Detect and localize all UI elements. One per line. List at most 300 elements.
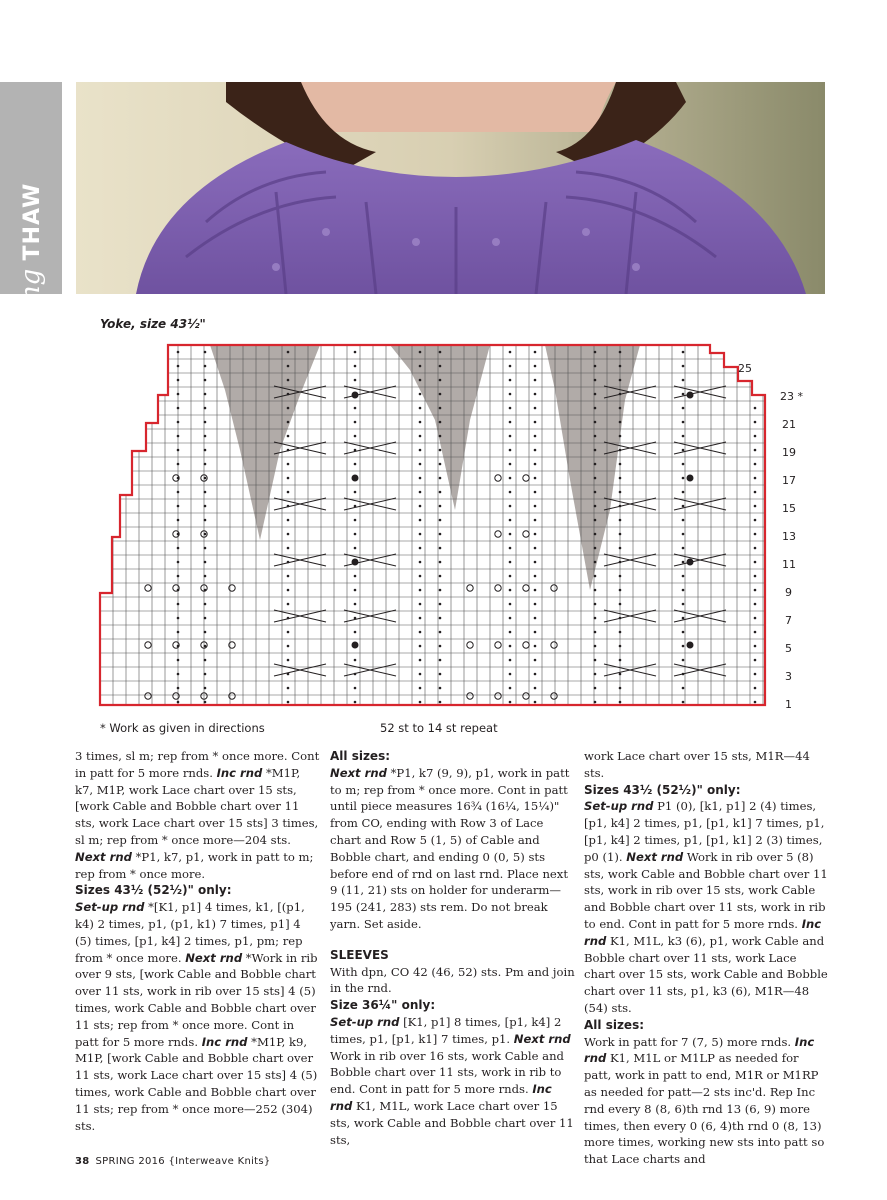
purl-symbol (754, 561, 757, 564)
cable-cross-symbol (674, 554, 726, 566)
purl-symbol (204, 701, 207, 704)
text-run: *[K1, p1] 4 times, k1, [(p1, k4) 2 times, p1, (p1, k1) 7 times, p1] 4 (5) times, [p1, k4] 2 times, p1, pm; rep from * once more. (75, 900, 305, 965)
purl-symbol (619, 603, 622, 606)
round-label: Next rnd (330, 765, 387, 780)
purl-symbol (439, 435, 442, 438)
chart-title: Yoke, size 43½" (100, 317, 206, 331)
purl-symbol (439, 631, 442, 634)
purl-symbol (439, 701, 442, 704)
purl-symbol (682, 491, 685, 494)
purl-symbol (534, 589, 537, 592)
purl-symbol (419, 575, 422, 578)
purl-symbol (354, 365, 357, 368)
purl-symbol (354, 575, 357, 578)
row-number: 21 (782, 418, 796, 431)
purl-symbol (682, 477, 685, 480)
yarn-over-symbol (523, 642, 529, 648)
purl-symbol (509, 617, 512, 620)
purl-symbol (534, 701, 537, 704)
purl-symbol (287, 701, 290, 704)
purl-symbol (204, 505, 207, 508)
purl-symbol (534, 365, 537, 368)
purl-symbol (287, 519, 290, 522)
purl-symbol (177, 351, 180, 354)
row-number: 25 (738, 362, 752, 375)
purl-symbol (204, 463, 207, 466)
page-number: 38 (75, 1156, 90, 1167)
text-column-1 (75, 748, 320, 1134)
subheading: All sizes: (330, 749, 391, 763)
purl-symbol (534, 463, 537, 466)
cable-cross-symbol (674, 610, 726, 622)
purl-symbol (177, 575, 180, 578)
purl-symbol (509, 407, 512, 410)
purl-symbol (509, 659, 512, 662)
purl-symbol (177, 547, 180, 550)
purl-symbol (287, 603, 290, 606)
purl-symbol (439, 505, 442, 508)
yarn-over-symbol (495, 531, 501, 537)
text-run: [K1, p1] 8 times, [p1, k4] 2 times, p1, [p1, k1] 7 times, p1. (330, 1014, 562, 1046)
purl-symbol (619, 407, 622, 410)
purl-symbol (754, 491, 757, 494)
purl-symbol (354, 407, 357, 410)
purl-symbol (594, 575, 597, 578)
purl-symbol (594, 477, 597, 480)
purl-symbol (594, 659, 597, 662)
row-number: 19 (782, 446, 796, 459)
purl-symbol (177, 673, 180, 676)
purl-symbol (177, 435, 180, 438)
purl-symbol (439, 365, 442, 368)
subheading: Sizes 43½ (52½)" only: (584, 782, 741, 797)
purl-symbol (534, 645, 537, 648)
purl-symbol (754, 449, 757, 452)
purl-symbol (619, 351, 622, 354)
purl-symbol (509, 393, 512, 396)
purl-symbol (754, 659, 757, 662)
purl-symbol (204, 673, 207, 676)
purl-symbol (177, 365, 180, 368)
purl-symbol (419, 491, 422, 494)
purl-symbol (419, 617, 422, 620)
purl-symbol (439, 477, 442, 480)
purl-symbol (419, 379, 422, 382)
paragraph (75, 899, 320, 1134)
purl-symbol (287, 687, 290, 690)
purl-symbol (204, 561, 207, 564)
purl-symbol (594, 365, 597, 368)
purl-symbol (534, 575, 537, 578)
purl-symbol (619, 365, 622, 368)
row-number: 9 (785, 586, 792, 599)
bobble-symbol (352, 475, 359, 482)
purl-symbol (177, 603, 180, 606)
purl-symbol (354, 351, 357, 354)
yarn-over-symbol (523, 531, 529, 537)
purl-symbol (754, 701, 757, 704)
purl-symbol (419, 533, 422, 536)
purl-symbol (594, 673, 597, 676)
purl-symbol (439, 393, 442, 396)
purl-symbol (534, 631, 537, 634)
sweater-photo (76, 82, 825, 294)
purl-symbol (177, 701, 180, 704)
purl-symbol (419, 365, 422, 368)
purl-symbol (287, 575, 290, 578)
purl-symbol (177, 407, 180, 410)
paragraph (330, 765, 575, 933)
purl-symbol (354, 547, 357, 550)
round-label: Set-up rnd (75, 900, 145, 915)
purl-symbol (594, 351, 597, 354)
purl-symbol (619, 659, 622, 662)
purl-symbol (754, 533, 757, 536)
row-number: 11 (782, 558, 796, 571)
subheading: Size 36¼" only: (330, 998, 436, 1013)
cable-cross-symbol (674, 498, 726, 510)
cable-cross-symbol (344, 554, 396, 566)
purl-symbol (619, 575, 622, 578)
purl-symbol (419, 505, 422, 508)
cable-cross-symbol (604, 610, 656, 622)
purl-symbol (754, 687, 757, 690)
purl-symbol (419, 631, 422, 634)
purl-symbol (177, 659, 180, 662)
text-run: Work in patt for 7 (7, 5) more rnds. (584, 1034, 795, 1049)
section-side-tab (0, 82, 62, 358)
purl-symbol (509, 379, 512, 382)
purl-symbol (509, 519, 512, 522)
text-run: K1, M1L, k3 (6), p1, work Cable and Bobble chart over 11 sts, work Lace chart over 15 sts, work Cable and Bobble chart over 11 sts, p1, k3 (6), M1R—48 (54) sts. (584, 933, 828, 1015)
purl-symbol (439, 645, 442, 648)
purl-symbol (287, 379, 290, 382)
text-run: Work in rib over 5 (8) sts, work Cable and Bobble chart over 11 sts, work in rib over 15 sts, work Cable and Bobble chart over 11 sts, work in rib to end. Cont in patt for 5 more rnds. (584, 849, 828, 931)
purl-symbol (439, 533, 442, 536)
purl-symbol (287, 463, 290, 466)
purl-symbol (682, 561, 685, 564)
purl-symbol (594, 379, 597, 382)
purl-symbol (682, 407, 685, 410)
purl-symbol (204, 435, 207, 438)
purl-symbol (682, 701, 685, 704)
text-run: *Work in rib over 9 sts, [work Cable and Bobble chart over 11 sts, work in rib over 15 sts] 4 (5) times, work Cable and Bobble chart over 11 sts; rep from * once more. Cont in patt for 5 more rnds. (75, 950, 318, 1049)
text-run: 3 times, sl m; rep from * once more. Cont in patt for 5 more rnds. (75, 749, 320, 780)
purl-symbol (509, 673, 512, 676)
purl-symbol (204, 379, 207, 382)
purl-symbol (204, 407, 207, 410)
purl-symbol (439, 617, 442, 620)
cable-cross-symbol (344, 498, 396, 510)
round-label: Inc rnd (201, 1034, 248, 1049)
yarn-over-symbol (551, 693, 557, 699)
round-label: Inc rnd (216, 765, 263, 780)
purl-symbol (439, 351, 442, 354)
paragraph: work Lace chart over 15 sts, M1R—44 sts. (584, 749, 810, 780)
yarn-over-symbol (145, 642, 151, 648)
purl-symbol (204, 617, 207, 620)
purl-symbol (682, 575, 685, 578)
purl-symbol (354, 379, 357, 382)
purl-symbol (287, 421, 290, 424)
purl-symbol (287, 645, 290, 648)
text-run: K1, M1L or M1LP as needed for patt, work in patt to end, M1R or M1RP as needed for patt—2 sts inc'd. Rep Inc rnd every 8 (8, 6)th rnd 13 (6, 9) more times, then every 0 (6, 4)th rnd 0 (8, 13) more times, working new sts into patt so that Lace charts and (584, 1051, 825, 1167)
purl-symbol (439, 463, 442, 466)
purl-symbol (419, 449, 422, 452)
purl-symbol (287, 435, 290, 438)
purl-symbol (534, 659, 537, 662)
purl-symbol (534, 477, 537, 480)
purl-symbol (682, 687, 685, 690)
purl-symbol (419, 463, 422, 466)
cable-cross-symbol (674, 442, 726, 454)
purl-symbol (509, 645, 512, 648)
purl-symbol (534, 407, 537, 410)
purl-symbol (204, 575, 207, 578)
text-run: *M1P, k7, M1P, work Lace chart over 15 sts, [work Cable and Bobble chart over 11 sts, work Lace chart over 15 sts] 3 times, sl m; rep from * once more—204 sts. (75, 765, 319, 847)
yarn-over-symbol (523, 475, 529, 481)
purl-symbol (419, 477, 422, 480)
round-label: Next rnd (75, 849, 132, 864)
purl-symbol (594, 561, 597, 564)
purl-symbol (509, 421, 512, 424)
purl-symbol (682, 449, 685, 452)
cable-cross-symbol (604, 664, 656, 676)
round-label: Set-up rnd (330, 1014, 400, 1029)
row-number: 3 (785, 670, 792, 683)
purl-symbol (354, 533, 357, 536)
purl-symbol (439, 589, 442, 592)
purl-symbol (419, 603, 422, 606)
purl-symbol (754, 519, 757, 522)
purl-symbol (594, 533, 597, 536)
bobble-symbol (687, 642, 694, 649)
purl-symbol (754, 645, 757, 648)
page-footer (75, 1156, 271, 1167)
purl-symbol (682, 603, 685, 606)
round-label: Next rnd (185, 950, 243, 965)
purl-symbol (534, 505, 537, 508)
purl-symbol (419, 687, 422, 690)
text-run: *P1, k7 (9, 9), p1, work in patt to m; rep from * once more. Cont in patt until piece measures 16¾ (16¼, 15¼)" from CO, ending with Row 3 of Lace chart and Row 5 (1, 5) of Cable and Bobble chart, and ending 0 (0, 5) sts before end of rnd on last rnd. Place next 9 (11, 21) sts on holder for underarm—195 (241, 283) sts rem. Do not break yarn. Set aside. (330, 765, 570, 931)
purl-symbol (439, 449, 442, 452)
purl-symbol (754, 421, 757, 424)
purl-symbol (419, 547, 422, 550)
chart-grid (100, 345, 765, 705)
text-column-3 (584, 748, 829, 1168)
chart-repeat-note: 52 st to 14 st repeat (380, 721, 498, 735)
purl-symbol (419, 701, 422, 704)
cable-cross-symbol (344, 610, 396, 622)
purl-symbol (204, 351, 207, 354)
purl-symbol (682, 365, 685, 368)
purl-symbol (682, 421, 685, 424)
purl-symbol (287, 477, 290, 480)
purl-symbol (287, 589, 290, 592)
purl-symbol (619, 519, 622, 522)
purl-symbol (534, 421, 537, 424)
purl-symbol (682, 505, 685, 508)
purl-symbol (354, 435, 357, 438)
purl-symbol (177, 491, 180, 494)
purl-symbol (682, 547, 685, 550)
purl-symbol (354, 603, 357, 606)
purl-symbol (682, 393, 685, 396)
purl-symbol (439, 603, 442, 606)
purl-symbol (419, 435, 422, 438)
purl-symbol (204, 603, 207, 606)
purl-symbol (509, 547, 512, 550)
yoke-knitting-chart (0, 330, 887, 715)
purl-symbol (594, 491, 597, 494)
purl-symbol (534, 533, 537, 536)
cable-cross-symbol (344, 442, 396, 454)
purl-symbol (354, 701, 357, 704)
purl-symbol (439, 575, 442, 578)
section-label-thaw: THAW (20, 182, 45, 261)
round-label: Next rnd (513, 1031, 571, 1046)
purl-symbol (419, 673, 422, 676)
yarn-over-symbol (495, 693, 501, 699)
purl-symbol (534, 379, 537, 382)
purl-symbol (509, 589, 512, 592)
round-label: Set-up rnd (584, 799, 654, 814)
purl-symbol (594, 421, 597, 424)
purl-symbol (439, 379, 442, 382)
purl-symbol (594, 463, 597, 466)
purl-symbol (594, 617, 597, 620)
section-heading-sleeves: SLEEVES (330, 947, 389, 962)
purl-symbol (354, 589, 357, 592)
purl-symbol (534, 561, 537, 564)
row-number: 17 (782, 474, 796, 487)
paragraph (75, 748, 320, 882)
purl-symbol (439, 673, 442, 676)
round-label: Next rnd (626, 849, 684, 864)
purl-symbol (682, 379, 685, 382)
purl-symbol (354, 687, 357, 690)
purl-symbol (534, 603, 537, 606)
purl-symbol (754, 463, 757, 466)
purl-symbol (594, 449, 597, 452)
purl-symbol (439, 407, 442, 410)
row-number: 13 (782, 530, 796, 543)
purl-symbol (509, 365, 512, 368)
purl-symbol (754, 589, 757, 592)
purl-symbol (204, 421, 207, 424)
purl-symbol (439, 491, 442, 494)
row-number: 7 (785, 614, 792, 627)
purl-symbol (204, 365, 207, 368)
yarn-over-symbol (523, 585, 529, 591)
purl-symbol (619, 533, 622, 536)
purl-symbol (287, 533, 290, 536)
purl-symbol (509, 491, 512, 494)
text-column-2 (330, 748, 575, 1148)
purl-symbol (509, 449, 512, 452)
purl-symbol (619, 491, 622, 494)
purl-symbol (594, 407, 597, 410)
yarn-over-symbol (145, 585, 151, 591)
row-number: 5 (785, 642, 792, 655)
purl-symbol (682, 659, 685, 662)
purl-symbol (619, 379, 622, 382)
purl-symbol (287, 547, 290, 550)
purl-symbol (682, 631, 685, 634)
no-stitch-area (210, 345, 320, 540)
round-label: Inc rnd (584, 916, 822, 948)
purl-symbol (754, 435, 757, 438)
purl-symbol (594, 547, 597, 550)
yarn-over-symbol (551, 585, 557, 591)
purl-symbol (177, 393, 180, 396)
purl-symbol (619, 547, 622, 550)
purl-symbol (754, 505, 757, 508)
purl-symbol (534, 435, 537, 438)
purl-symbol (177, 561, 180, 564)
purl-symbol (177, 449, 180, 452)
purl-symbol (287, 659, 290, 662)
purl-symbol (682, 351, 685, 354)
purl-symbol (287, 407, 290, 410)
purl-symbol (619, 687, 622, 690)
subheading: All sizes: (584, 1017, 645, 1032)
purl-symbol (594, 519, 597, 522)
cable-cross-symbol (344, 386, 396, 398)
purl-symbol (682, 435, 685, 438)
purl-symbol (509, 533, 512, 536)
yarn-over-symbol (145, 693, 151, 699)
purl-symbol (754, 547, 757, 550)
purl-symbol (204, 491, 207, 494)
cable-cross-symbol (674, 386, 726, 398)
purl-symbol (177, 463, 180, 466)
purl-symbol (534, 673, 537, 676)
purl-symbol (754, 575, 757, 578)
purl-symbol (509, 477, 512, 480)
footer-text: SPRING 2016 {Interweave Knits} (95, 1156, 271, 1167)
yarn-over-symbol (467, 642, 473, 648)
purl-symbol (354, 631, 357, 634)
purl-symbol (534, 351, 537, 354)
row-numbers (738, 362, 803, 711)
purl-symbol (509, 561, 512, 564)
purl-symbol (509, 687, 512, 690)
purl-symbol (287, 351, 290, 354)
purl-symbol (439, 519, 442, 522)
purl-symbol (354, 659, 357, 662)
purl-symbol (594, 393, 597, 396)
purl-symbol (534, 491, 537, 494)
purl-symbol (419, 351, 422, 354)
paragraph (330, 1014, 575, 1148)
purl-symbol (287, 491, 290, 494)
bobble-symbol (352, 642, 359, 649)
purl-symbol (594, 631, 597, 634)
yarn-over-symbol (523, 693, 529, 699)
text-run: K1, M1L, work Lace chart over 15 sts, work Cable and Bobble chart over 11 sts, (330, 1098, 574, 1147)
purl-symbol (754, 477, 757, 480)
subheading: Sizes 43½ (52½)" only: (75, 883, 232, 898)
purl-symbol (204, 533, 207, 536)
purl-symbol (682, 617, 685, 620)
purl-symbol (619, 631, 622, 634)
purl-symbol (509, 603, 512, 606)
purl-symbol (439, 561, 442, 564)
text-run: *P1, k7, p1, work in patt to m; rep from * once more. (75, 849, 314, 881)
paragraph (584, 1034, 829, 1168)
purl-symbol (682, 645, 685, 648)
